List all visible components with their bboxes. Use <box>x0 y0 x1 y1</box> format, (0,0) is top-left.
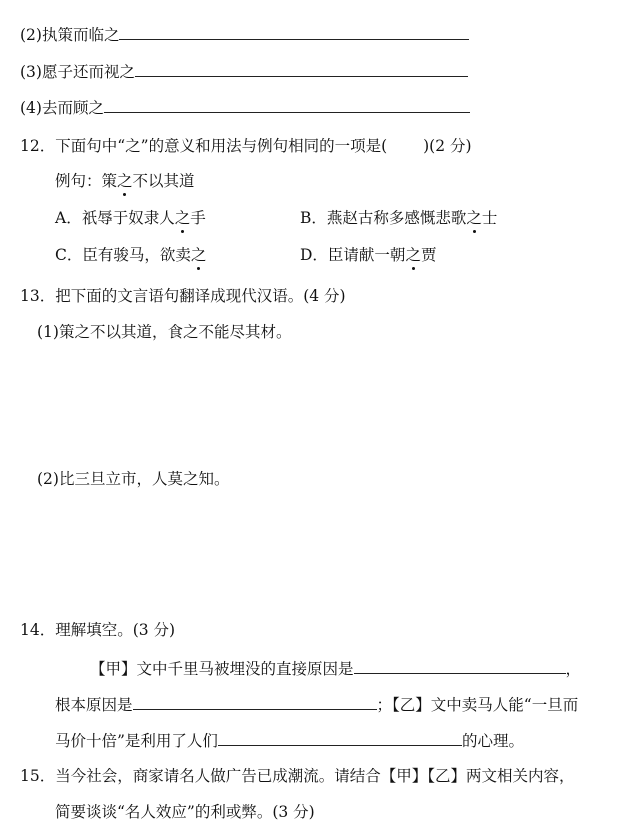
answer-blank[interactable] <box>218 730 462 746</box>
q14-text: ；【乙】文中卖马人能“一旦而 <box>376 696 579 714</box>
q14-text: 【甲】文中千里马被埋没的直接原因是 <box>90 660 354 678</box>
q14-text: ， <box>565 660 582 678</box>
q14-stem: 14．理解填空。(3 分) <box>20 621 176 639</box>
option-text: D．臣请献一朝 <box>300 246 406 264</box>
q14-text: 的心理。 <box>461 732 524 750</box>
answer-blank[interactable] <box>119 24 469 40</box>
q13-item-1: (1)策之不以其道，食之不能尽其材。 <box>37 323 292 341</box>
q11-item-4 <box>20 97 470 118</box>
q14-line-1 <box>90 658 581 679</box>
q12-option-a[interactable] <box>55 208 206 228</box>
q14-line-3 <box>55 730 524 751</box>
option-text: B．燕赵古称多感慨悲歌 <box>300 209 467 227</box>
q12-option-b[interactable] <box>300 208 497 228</box>
option-text: 士 <box>481 209 498 227</box>
answer-blank[interactable] <box>104 97 470 113</box>
q12-example <box>55 171 195 191</box>
q12-option-c[interactable] <box>55 245 206 265</box>
answer-space-1[interactable] <box>37 348 597 458</box>
dotted-char: 之 <box>117 172 133 190</box>
q12-stem <box>20 136 472 156</box>
q15-line-2: 简要谈谈“名人效应”的利或弊。(3 分) <box>55 803 315 821</box>
q11-item-3-text: (3)愿子还而视之 <box>20 63 135 81</box>
q12-option-d[interactable] <box>300 245 436 265</box>
option-text: 贾 <box>420 246 437 264</box>
answer-space-2[interactable] <box>37 495 597 610</box>
answer-blank[interactable] <box>133 694 377 710</box>
example-text: 策 <box>101 172 118 190</box>
answer-blank[interactable] <box>354 658 566 674</box>
example-label: 例句： <box>55 172 102 190</box>
dotted-char: 之 <box>190 246 207 264</box>
dotted-char: 之 <box>466 209 482 227</box>
q13-item-2: (2)比三旦立市，人莫之知。 <box>37 470 230 488</box>
example-text: 不以其道 <box>132 172 195 190</box>
q13-stem: 13．把下面的文言语句翻译成现代汉语。(4 分) <box>20 287 346 305</box>
q14-text: 马价十倍”是利用了人们 <box>55 732 218 750</box>
option-text: 手 <box>190 209 206 227</box>
q12-score: )(2 分) <box>423 137 472 155</box>
q11-item-4-text: (4)去而顾之 <box>20 99 104 117</box>
q14-text: 根本原因是 <box>55 696 133 714</box>
q11-item-2-text: (2)执策而临之 <box>20 26 120 44</box>
q11-item-3 <box>20 61 468 82</box>
dotted-char: 之 <box>405 246 421 264</box>
option-text: A．祇辱于奴隶人 <box>55 209 175 227</box>
q11-item-2 <box>20 24 469 45</box>
dotted-char: 之 <box>174 209 191 227</box>
q14-line-2 <box>55 694 578 715</box>
q15-line-1: 15．当今社会，商家请名人做广告已成潮流。请结合【甲】【乙】两文相关内容， <box>20 767 575 785</box>
q12-stem-text: 12．下面句中“之”的意义和用法与例句相同的一项是( <box>20 137 388 155</box>
answer-blank[interactable] <box>135 61 468 77</box>
option-text: C．臣有骏马，欲卖 <box>55 246 191 264</box>
